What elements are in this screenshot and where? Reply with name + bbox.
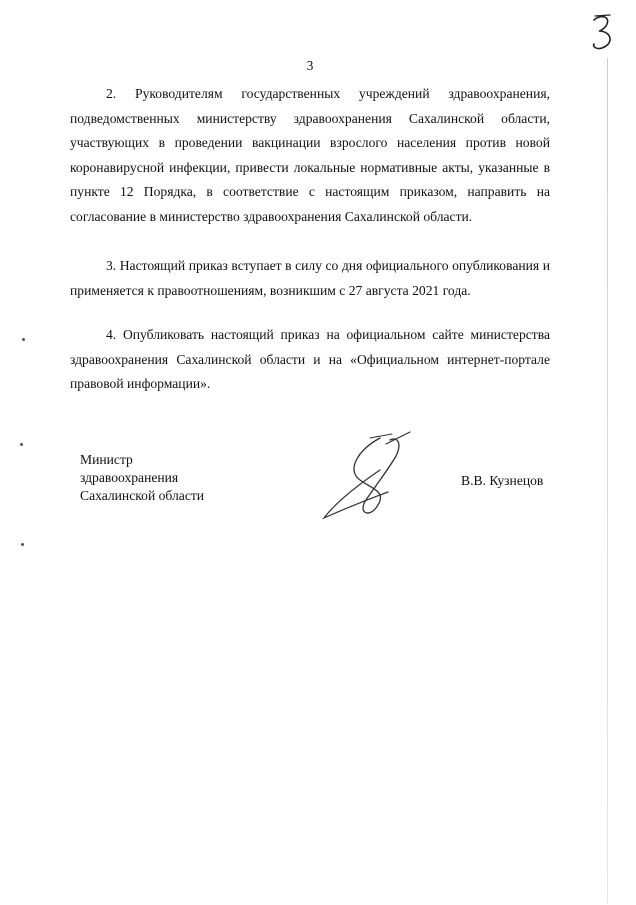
signatory-title bbox=[80, 451, 204, 505]
signatory-title-line-3: Сахалинской области bbox=[80, 488, 205, 503]
paragraph-3-text: 3. Настоящий приказ вступает в силу со дня официального опубликования и применяется к правоотношениям, возникшим с 27 августа 2021 года. bbox=[70, 258, 550, 298]
scan-speck bbox=[21, 543, 24, 546]
paragraph-2 bbox=[70, 82, 550, 229]
signatory-title-line-2: здравоохранения bbox=[80, 470, 179, 485]
paragraph-3 bbox=[70, 254, 550, 303]
scan-edge-line bbox=[607, 58, 608, 903]
page-number: 3 bbox=[306, 58, 314, 73]
scan-speck bbox=[20, 443, 23, 446]
handwritten-page-mark bbox=[588, 12, 618, 52]
signatory-name: В.В. Кузнецов bbox=[461, 473, 544, 488]
paragraph-4-text: 4. Опубликовать настоящий приказ на официальном сайте министерства здравоохранения Сахалинской области и на «Официальном интернет-портале правовой информации». bbox=[70, 327, 550, 391]
paragraph-2-text: 2. Руководителям государственных учреждений здравоохранения, подведомственных министерству здравоохранения Сахалинской области, участвующих в проведении вакцинации взрослого населения против новой коронавирусной инфекции, привести локальные нормативные акты, указанные в пункте 12 Порядка, в соответствие с настоящим приказом, направить на согласование в министерство здравоохранения Сахалинской области. bbox=[70, 86, 550, 224]
scan-speck bbox=[22, 338, 25, 341]
paragraph-4 bbox=[70, 323, 550, 397]
signatory-title-line-1: Министр bbox=[80, 452, 133, 467]
handwritten-signature bbox=[318, 430, 418, 525]
